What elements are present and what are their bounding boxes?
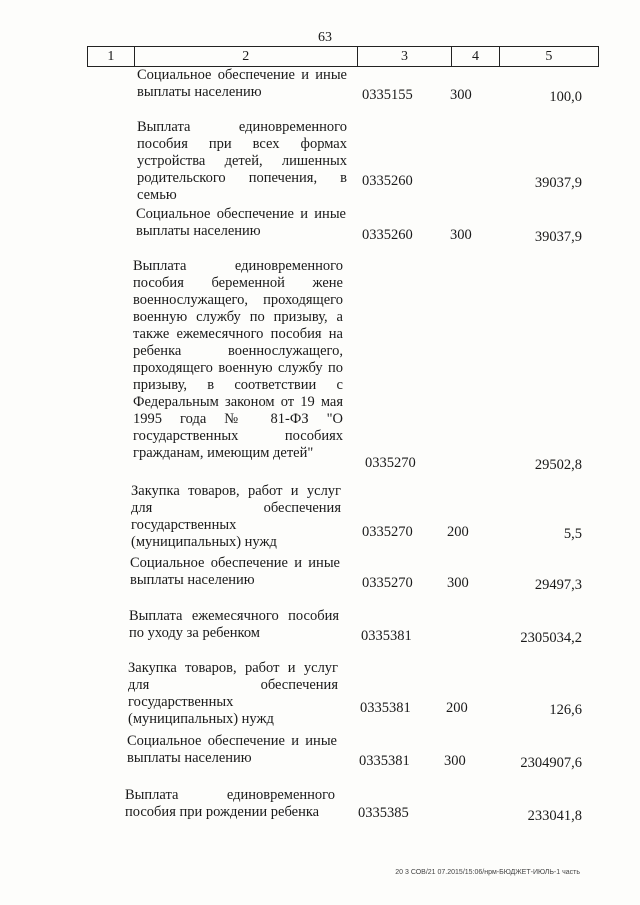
column-header: 1 bbox=[87, 47, 134, 66]
row-code: 0335155 bbox=[362, 87, 413, 103]
row-amount: 29502,8 bbox=[534, 457, 582, 473]
row-code: 0335270 bbox=[362, 575, 413, 591]
row-description: Выплата ежемесячного пособия по уходу за ребенком bbox=[129, 608, 339, 641]
row-type: 200 bbox=[446, 700, 468, 716]
row-code: 0335270 bbox=[362, 524, 413, 540]
column-header: 2 bbox=[134, 47, 357, 66]
row-description: Социальное обеспечение и иные выплаты населению bbox=[130, 555, 340, 588]
row-code: 0335381 bbox=[361, 628, 412, 644]
row-description: Выплата единовременного пособия беременной жене военнослужащего, проходящего военную службу по призыву, а также ежемесячного пособия на ребенка военнослужащего, проходящего военную службу по призыву, в соответствии с Федеральным законом от 19 мая 1995 года № 81-ФЗ "О государственных пособиях гражданам, имеющим детей" bbox=[133, 258, 343, 461]
row-amount: 2304907,6 bbox=[520, 755, 582, 771]
row-amount: 2305034,2 bbox=[520, 630, 582, 646]
row-type: 300 bbox=[447, 575, 469, 591]
row-code: 0335385 bbox=[358, 805, 409, 821]
column-header: 5 bbox=[499, 47, 599, 66]
row-description: Социальное обеспечение и иные выплаты населению bbox=[127, 733, 337, 766]
row-code: 0335381 bbox=[360, 700, 411, 716]
page-number: 63 bbox=[318, 30, 332, 45]
row-code: 0335381 bbox=[359, 753, 410, 769]
row-description: Социальное обеспечение и иные выплаты населению bbox=[137, 67, 347, 100]
row-type: 300 bbox=[444, 753, 466, 769]
row-description: Закупка товаров, работ и услуг для обеспечения государственных (муниципальных) нужд bbox=[131, 483, 341, 550]
row-amount: 39037,9 bbox=[534, 175, 582, 191]
table-header bbox=[87, 46, 599, 67]
row-amount: 100,0 bbox=[549, 89, 582, 105]
row-amount: 233041,8 bbox=[527, 808, 582, 824]
row-type: 200 bbox=[447, 524, 469, 540]
row-amount: 39037,9 bbox=[534, 229, 582, 245]
row-amount: 126,6 bbox=[549, 702, 582, 718]
row-description: Закупка товаров, работ и услуг для обеспечения государственных (муниципальных) нужд bbox=[128, 660, 338, 727]
row-code: 0335260 bbox=[362, 173, 413, 189]
row-description: Выплата единовременного пособия при всех формах устройства детей, лишенных родительского попечения, в семью bbox=[137, 119, 347, 203]
row-description: Социальное обеспечение и иные выплаты населению bbox=[136, 206, 346, 239]
row-code: 0335260 bbox=[362, 227, 413, 243]
column-header: 4 bbox=[451, 47, 499, 66]
row-description: Выплата единовременного пособия при рождении ребенка bbox=[125, 787, 335, 820]
row-amount: 5,5 bbox=[563, 526, 582, 542]
row-amount: 29497,3 bbox=[534, 577, 582, 593]
column-header: 3 bbox=[357, 47, 451, 66]
row-code: 0335270 bbox=[365, 455, 416, 471]
row-type: 300 bbox=[450, 227, 472, 243]
row-type: 300 bbox=[450, 87, 472, 103]
footer-stamp: 20 3 СОВ/21 07.2015/15:06/нрм-БЮДЖЕТ-ИЮЛЬ-1 часть bbox=[395, 869, 580, 876]
